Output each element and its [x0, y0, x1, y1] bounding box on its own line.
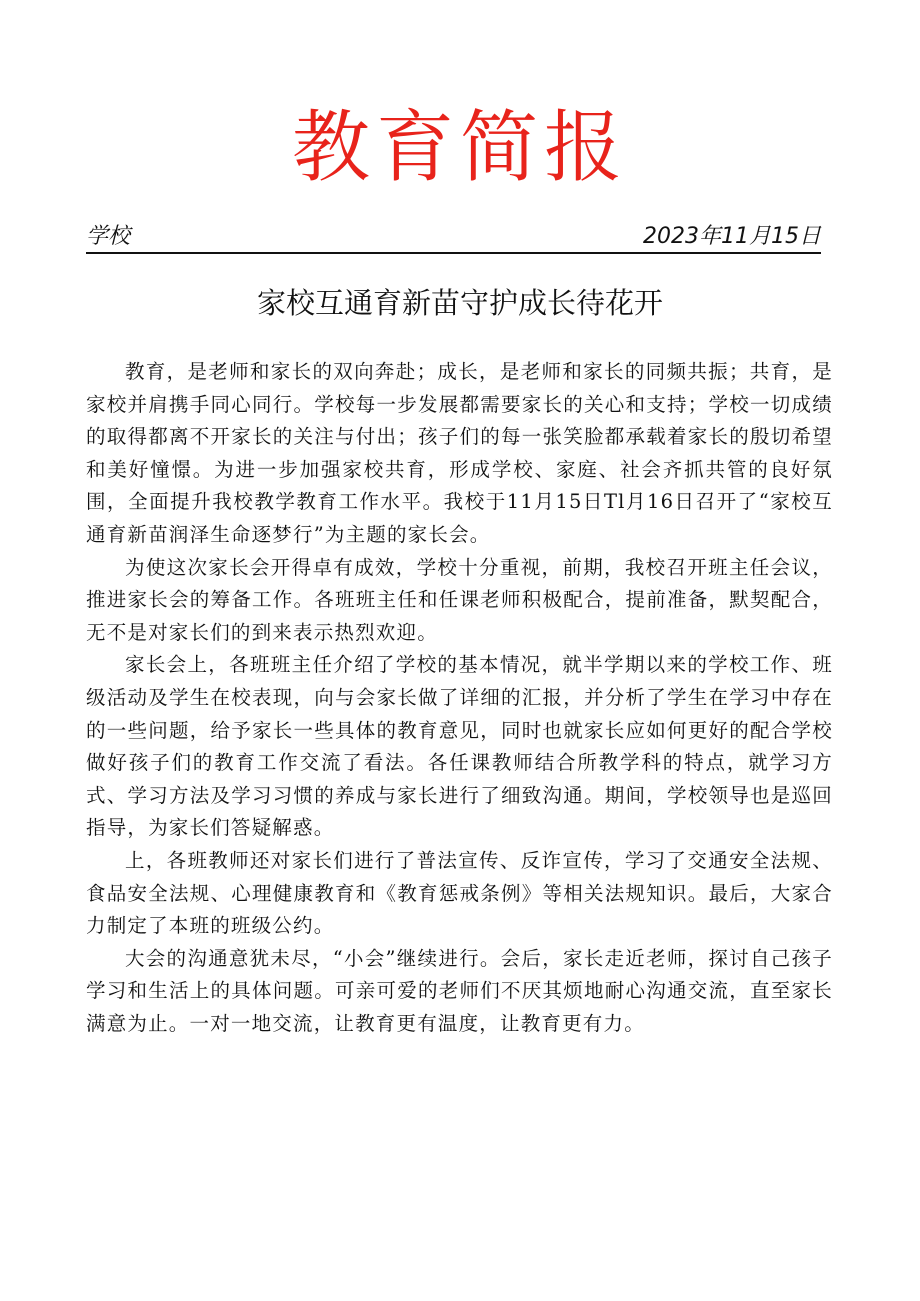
masthead-title: 教育简报 — [291, 103, 628, 193]
dateline — [86, 222, 821, 254]
article-paragraph: 教育，是老师和家长的双向奔赴；成长，是老师和家长的同频共振；共育，是家校并肩携手同心同行。学校每一步发展都需要家长的关心和支持；学校一切成绩的取得都离不开家长的关注与付出；孩子们的每一张笑脸都承载着家长的殷切希望和美好憧憬。为进一步加强家校共育，形成学校、家庭、社会齐抓共管的良好氛围，全面提升我校教学教育工作水平。我校于11月15日Tl月16日召开了“家校互通育新苗润泽生命逐梦行”为主题的家长会。 — [86, 360, 833, 546]
article-paragraph: 大会的沟通意犹未尽，“小会”继续进行。会后，家长走近老师，探讨自己孩子学习和生活上的具体问题。可亲可爱的老师们不厌其烦地耐心沟通交流，直至家长满意为止。一对一地交流，让教育更有温度，让教育更有力。 — [86, 946, 833, 1035]
article-paragraph: 上，各班教师还对家长们进行了普法宣传、反诈宣传，学习了交通安全法规、食品安全法规、心理健康教育和《教育惩戒条例》等相关法规知识。最后，大家合力制定了本班的班级公约。 — [86, 848, 833, 938]
article-paragraph: 家长会上，各班班主任介绍了学校的基本情况，就半学期以来的学校工作、班级活动及学生在校表现，向与会家长做了详细的汇报，并分析了学生在学习中存在的一些问题，给予家长一些具体的教育意见，同时也就家长应如何更好的配合学校做好孩子们的教育工作交流了看法。各任课教师结合所教学科的特点，就学习方式、学习方法及学习习惯的养成与家长进行了细致沟通。期间，学校领导也是巡回指导，为家长们答疑解惑。 — [86, 653, 833, 840]
article-body — [86, 356, 833, 1040]
issue-date: 2023年11月15日 — [643, 224, 821, 249]
school-label: 学校 — [86, 224, 131, 249]
article-paragraph: 为使这次家长会开得卓有成效，学校十分重视，前期，我校召开班主任会议，推进家长会的筹备工作。各班班主任和任课老师积极配合，提前准备，默契配合，无不是对家长们的到来表示热烈欢迎。 — [86, 555, 833, 644]
article-title: 家校互通育新苗守护成长待花开 — [256, 286, 663, 320]
